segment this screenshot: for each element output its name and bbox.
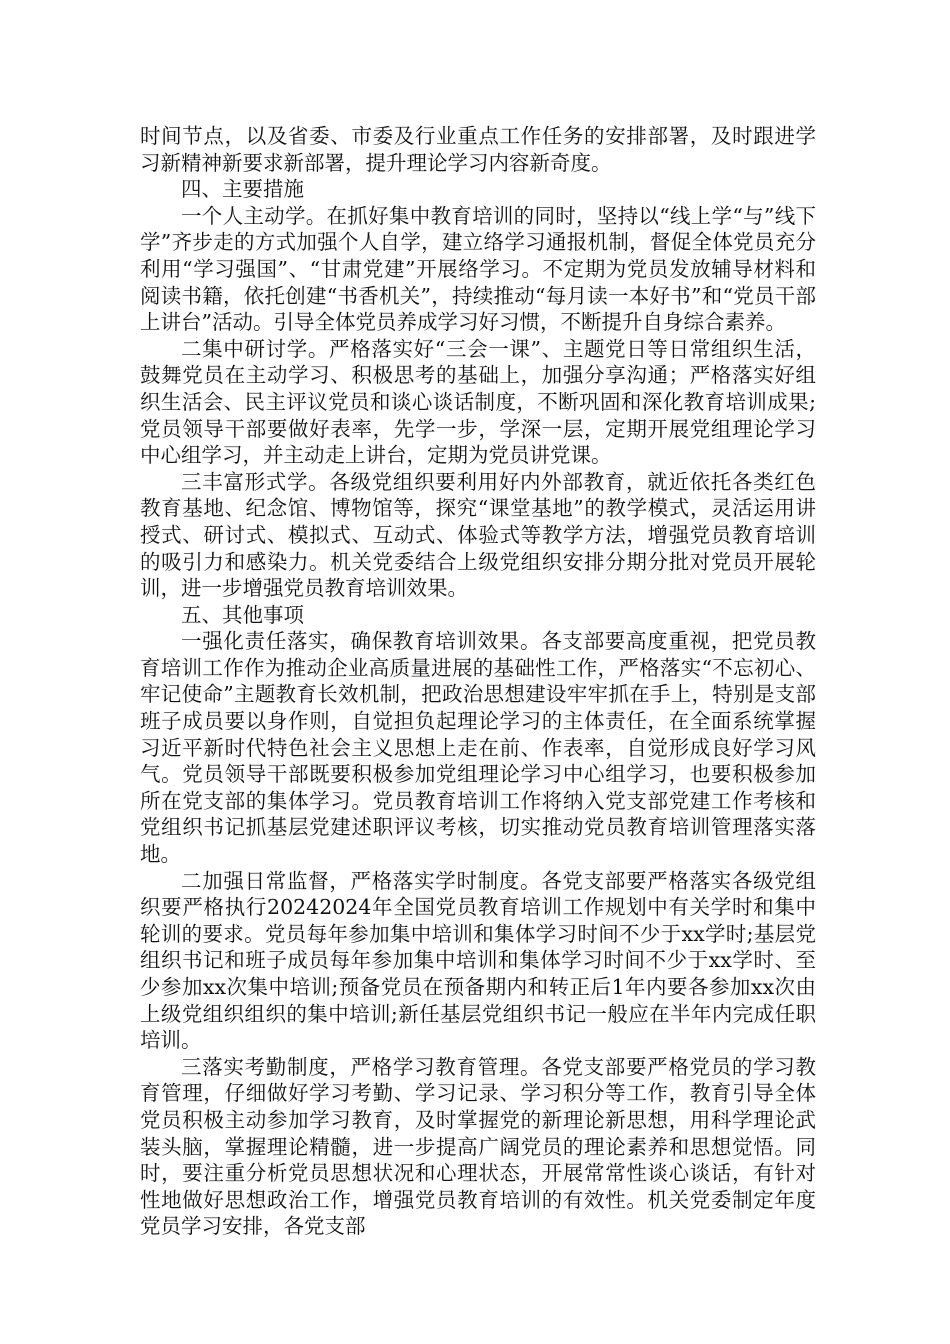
paragraph-self-study: 一个人主动学。在抓好集中教育培训的同时，坚持以“线上学“与”线下学”齐步走的方式加强个人自学，建立络学习通报机制，督促全体党员充分利用“学习强国”、“甘肃党建”开展络学习。不定期为党员发放辅导材料和阅读书籍，依托创建“书香机关”，持续推动“每月读一本好书”和“党员干部上讲台”活动。引导全体党员养成学习好习惯，不断提升自身综合素养。 [140,203,816,335]
paragraph-supervision: 二加强日常监督，严格落实学时制度。各党支部要严格落实各级党组织要严格执行20242024年全国党员教育培训工作规划中有关学时和集中轮训的要求。党员每年参加集中培训和集体学习时间不少于xx学时;基层党组织书记和班子成员每年参加集中培训和集体学习时间不少于xx学时、至少参加xx次集中培训;预备党员在预备期内和转正后1年内要各参加xx次由上级党组织组织的集中培训;新任基层党组织书记一般应在半年内完成任职培训。 [140,868,816,1053]
paragraph-group-study: 二集中研讨学。严格落实好“三会一课”、主题党日等日常组织生活，鼓舞党员在主动学习、积极思考的基础上，加强分享沟通；严格落实好组织生活会、民主评议党员和谈心谈话制度，不断巩固和深化教育培训成果;党员领导干部要做好表率，先学一步，学深一层，定期开展党组理论学习中心组学习，并主动走上讲台，定期为党员讲党课。 [140,336,816,468]
paragraph-continued: 时间节点，以及省委、市委及行业重点工作任务的安排部署，及时跟进学习新精神新要求新部署，提升理论学习内容新奇度。 [140,124,816,175]
paragraph-attendance: 三落实考勤制度，严格学习教育管理。各党支部要严格党员的学习教育管理，仔细做好学习考勤、学习记录、学习积分等工作，教育引导全体党员积极主动参加学习教育，及时掌握党的新理论新思想，用科学理论武装头脑，掌握理论精髓，进一步提高广阔党员的理论素养和思想觉悟。同时，要注重分析党员思想状况和心理状态，开展常常性谈心谈话，有针对性地做好思想政治工作，增强党员教育培训的有效性。机关党委制定年度党员学习安排，各党支部 [140,1054,816,1239]
section-heading-measures: 四、主要措施 [181,177,304,202]
document-body [140,123,816,1240]
paragraph-responsibility: 一强化责任落实，确保教育培训效果。各支部要高度重视，把党员教育培训工作作为推动企业高质量进展的基础性工作，严格落实“不忘初心、牢记使命”主题教育长效机制，把政治思想建设牢牢抓在手上，特别是支部班子成员要以身作则，自觉担负起理论学习的主体责任，在全面系统掌握习近平新时代特色社会主义思想上走在前、作表率，自觉形成良好学习风气。党员领导干部既要积极参加党组理论学习中心组学习，也要积极参加所在党支部的集体学习。党员教育培训工作将纳入党支部党建工作考核和党组织书记抓基层党建述职评议考核，切实推动党员教育培训管理落实落地。 [140,629,816,867]
paragraph-varied-study: 三丰富形式学。各级党组织要利用好内外部教育，就近依托各类红色教育基地、纪念馆、博物馆等，探究“课堂基地”的教学模式，灵活运用讲授式、研讨式、模拟式、互动式、体验式等教学方法，增强党员教育培训的吸引力和感染力。机关党委结合上级党组织安排分期分批对党员开展轮训，进一步增强党员教育培训效果。 [140,469,816,601]
section-heading-other: 五、其他事项 [181,602,304,627]
